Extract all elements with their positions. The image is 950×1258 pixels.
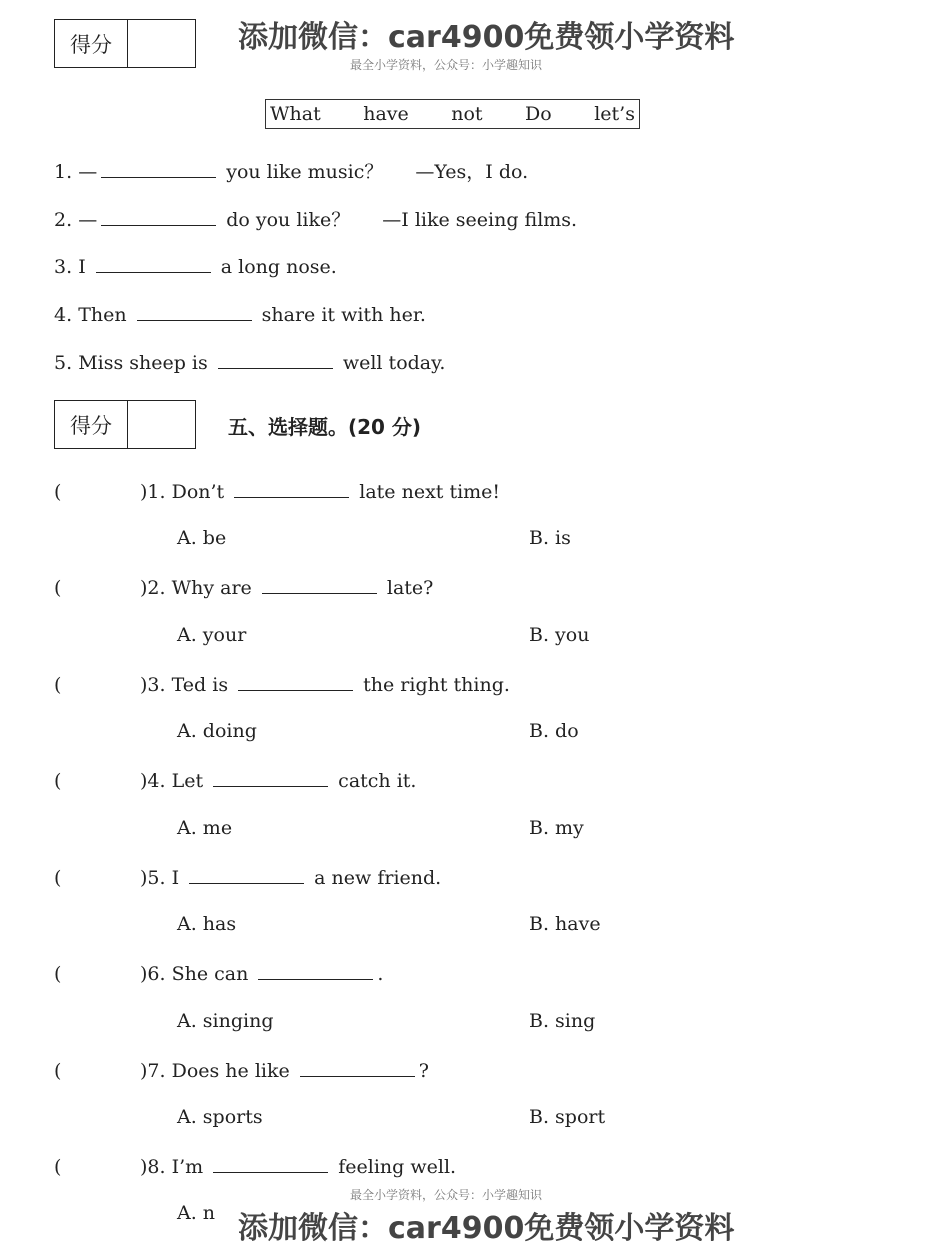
- sub-watermark-bottom: 最全小学资料，公众号：小学趣知识: [350, 1188, 543, 1202]
- question-row: ( )6. She can .: [54, 963, 384, 985]
- word-bank-item: let’s: [594, 103, 635, 125]
- word-bank-item: What: [270, 103, 321, 125]
- option-a[interactable]: A. be: [177, 527, 227, 549]
- option-b[interactable]: B. my: [529, 817, 584, 839]
- answer-paren[interactable]: (: [54, 577, 62, 599]
- answer-blank[interactable]: [101, 207, 216, 226]
- fill-blank-line: 3. I a long nose.: [54, 256, 337, 278]
- option-b[interactable]: B. you: [529, 624, 590, 646]
- option-b[interactable]: B. sport: [529, 1106, 606, 1128]
- question-row: ( )5. I a new friend.: [54, 867, 442, 889]
- option-a[interactable]: A. me: [177, 817, 233, 839]
- score-box-section5: [54, 400, 196, 449]
- answer-paren[interactable]: (: [54, 867, 62, 889]
- option-a[interactable]: A. n: [177, 1202, 216, 1224]
- question-blank: [189, 865, 304, 884]
- fill-blank-line: 2. — do you like？ —I like seeing films.: [54, 209, 578, 231]
- question-blank: [262, 575, 377, 594]
- question-row: ( )3. Ted is the right thing.: [54, 674, 510, 696]
- question-blank: [258, 961, 373, 980]
- score-value-cell[interactable]: [128, 20, 195, 67]
- score-label: 得分: [55, 20, 128, 67]
- option-a[interactable]: A. singing: [177, 1010, 274, 1032]
- answer-paren[interactable]: (: [54, 674, 62, 696]
- question-row: ( )2. Why are late?: [54, 577, 434, 599]
- question-blank: [213, 768, 328, 787]
- section-title: 五、选择题。(20 分): [228, 415, 422, 439]
- question-row: ( )1. Don’t late next time!: [54, 481, 501, 503]
- answer-blank[interactable]: [101, 159, 216, 178]
- answer-paren[interactable]: (: [54, 770, 62, 792]
- answer-paren[interactable]: (: [54, 481, 62, 503]
- word-bank-item: have: [363, 103, 409, 125]
- option-b[interactable]: B. do: [529, 720, 579, 742]
- word-bank-item: not: [451, 103, 483, 125]
- option-a[interactable]: A. has: [177, 913, 237, 935]
- fill-blank-line: 4. Then share it with her.: [54, 304, 426, 326]
- option-a[interactable]: A. sports: [177, 1106, 263, 1128]
- option-b[interactable]: B. have: [529, 913, 601, 935]
- score-label: 得分: [55, 401, 128, 448]
- word-bank-item: Do: [525, 103, 552, 125]
- answer-blank[interactable]: [218, 350, 333, 369]
- answer-paren[interactable]: (: [54, 1060, 62, 1082]
- answer-blank[interactable]: [137, 302, 252, 321]
- score-box-top: [54, 19, 196, 68]
- question-row: ( )8. I’m feeling well.: [54, 1156, 457, 1178]
- answer-paren[interactable]: (: [54, 1156, 62, 1178]
- question-row: ( )7. Does he like ?: [54, 1060, 429, 1082]
- question-blank: [300, 1058, 415, 1077]
- score-value-cell[interactable]: [128, 401, 195, 448]
- fill-blank-line: 5. Miss sheep is well today.: [54, 352, 446, 374]
- watermark-top: 添加微信：car4900免费领小学资料: [238, 20, 735, 55]
- answer-paren[interactable]: (: [54, 963, 62, 985]
- question-blank: [234, 479, 349, 498]
- word-bank: [265, 99, 640, 129]
- question-blank: [238, 672, 353, 691]
- option-a[interactable]: A. doing: [177, 720, 257, 742]
- option-b[interactable]: B. is: [529, 527, 571, 549]
- sub-watermark-top: 最全小学资料，公众号：小学趣知识: [350, 58, 543, 72]
- answer-blank[interactable]: [96, 254, 211, 273]
- fill-blank-line: 1. — you like music？ —Yes，I do.: [54, 161, 529, 183]
- question-row: ( )4. Let catch it.: [54, 770, 417, 792]
- option-b[interactable]: B. sing: [529, 1010, 596, 1032]
- watermark-bottom: 添加微信：car4900免费领小学资料: [238, 1211, 735, 1246]
- question-blank: [213, 1154, 328, 1173]
- option-a[interactable]: A. your: [177, 624, 247, 646]
